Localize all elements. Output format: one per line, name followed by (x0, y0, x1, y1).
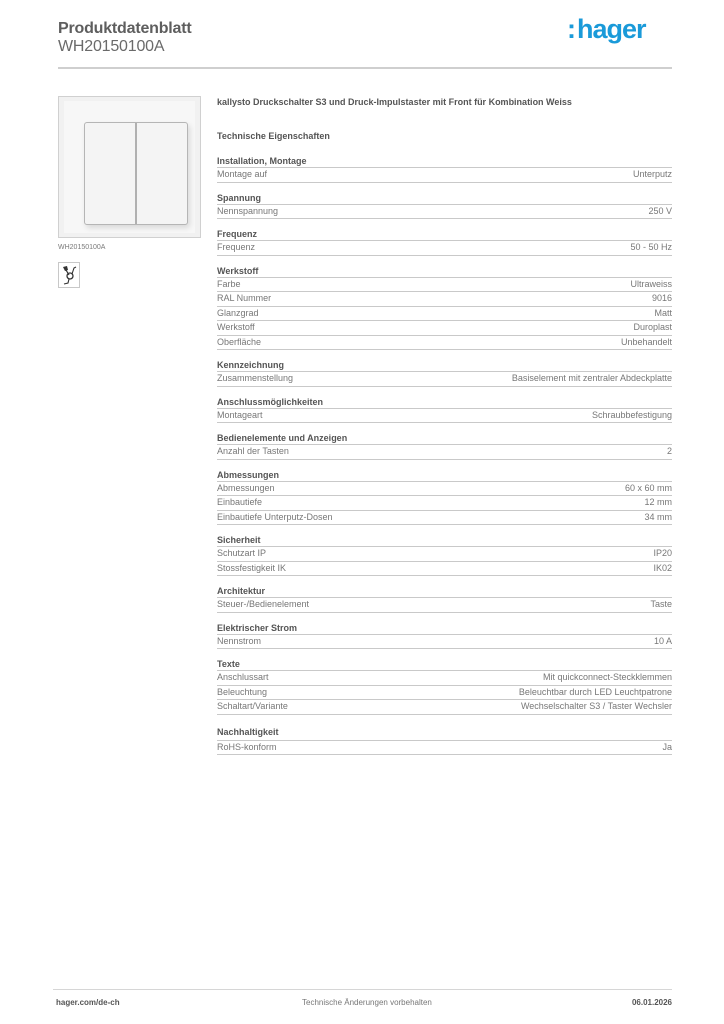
spec-row (217, 562, 672, 577)
article-number: WH20150100A (58, 38, 165, 55)
spec-row (217, 741, 672, 756)
logo-text: hager (577, 14, 646, 44)
spec-group-connection (217, 396, 672, 424)
spec-group-frequency (217, 228, 672, 256)
spec-table (217, 155, 672, 764)
spec-label: Frequenz (217, 242, 256, 252)
group-title: Installation, Montage (217, 155, 672, 168)
spec-group-sustainability (217, 724, 672, 756)
group-title: Elektrischer Strom (217, 622, 672, 635)
group-title: Texte (217, 658, 672, 671)
spec-row (217, 292, 672, 307)
spec-value: Unbehandelt (620, 336, 672, 347)
spec-label: Schaltart/Variante (217, 701, 288, 711)
spec-row (217, 686, 672, 701)
spec-value: IK02 (653, 562, 672, 573)
spec-value: Taste (650, 599, 672, 609)
double-rocker-switch (84, 122, 188, 225)
spec-label: Einbautiefe (217, 497, 263, 507)
spec-row (217, 307, 672, 322)
spec-row (217, 700, 672, 715)
spec-row (217, 205, 672, 220)
spec-label: Anschlussart (217, 672, 269, 682)
spec-value: Unterputz (632, 169, 672, 179)
spec-label: RoHS-konform (217, 741, 277, 752)
group-title: Sicherheit (217, 534, 672, 547)
spec-row (217, 635, 672, 650)
spec-group-current (217, 622, 672, 650)
spec-row (217, 598, 672, 613)
header-divider (58, 67, 672, 69)
spec-value: Matt (654, 307, 672, 318)
spec-label: Steuer-/Bedienelement (217, 599, 310, 609)
group-title: Anschlussmöglichkeiten (217, 396, 672, 409)
group-title: Werkstoff (217, 265, 672, 278)
spec-group-marking (217, 359, 672, 387)
spec-label: Montageart (217, 409, 263, 420)
cover-plate (64, 101, 195, 233)
spec-value: Mit quickconnect-Steckklemmen (542, 672, 672, 682)
product-description: kallysto Druckschalter S3 und Druck-Impulstaster mit Front für Kombination Weiss (217, 97, 572, 107)
spec-value: Wechselschalter S3 / Taster Wechsler (520, 701, 672, 711)
spec-value: 10 A (653, 635, 672, 646)
spec-group-safety (217, 534, 672, 576)
spec-value: 34 mm (644, 511, 672, 522)
spec-value: 50 - 50 Hz (630, 242, 672, 252)
wiring-connection-symbol-icon (58, 262, 80, 288)
hager-logo (567, 14, 646, 45)
spec-row (217, 241, 672, 256)
product-image (58, 96, 201, 238)
spec-value: 60 x 60 mm (624, 482, 672, 493)
footer-disclaimer: Technische Änderungen vorbehalten (302, 998, 432, 1007)
spec-label: Nennstrom (217, 635, 262, 646)
spec-group-material (217, 265, 672, 351)
group-title: Spannung (217, 192, 672, 205)
group-title: Nachhaltigkeit (217, 724, 672, 741)
spec-group-dimensions (217, 469, 672, 526)
logo-colon-mark: : (567, 14, 576, 44)
spec-label: Stossfestigkeit IK (217, 562, 287, 573)
footer-website: hager.com/de-ch (56, 998, 120, 1007)
spec-row (217, 409, 672, 424)
spec-group-voltage (217, 192, 672, 220)
spec-label: Einbautiefe Unterputz-Dosen (217, 511, 333, 522)
spec-label: Zusammenstellung (217, 373, 294, 383)
group-title: Kennzeichnung (217, 359, 672, 372)
spec-value: Basiselement mit zentraler Abdeckplatte (511, 373, 672, 383)
image-caption: WH20150100A (58, 244, 106, 251)
spec-value: Ultraweiss (630, 278, 672, 289)
spec-row (217, 321, 672, 336)
spec-row (217, 372, 672, 387)
spec-value: Ja (662, 741, 672, 752)
spec-value: 250 V (648, 205, 672, 216)
section-title-technical-properties: Technische Eigenschaften (217, 131, 330, 141)
spec-label: Beleuchtung (217, 686, 268, 697)
spec-label: Abmessungen (217, 482, 275, 493)
page-title: Produktdatenblatt (58, 20, 192, 37)
spec-label: Nennspannung (217, 205, 279, 216)
spec-row (217, 482, 672, 497)
spec-value: Schraubbefestigung (591, 409, 672, 420)
spec-row (217, 671, 672, 686)
spec-value: 12 mm (644, 497, 672, 507)
spec-row (217, 496, 672, 511)
spec-group-texts (217, 658, 672, 715)
spec-value: 9016 (651, 293, 672, 303)
footer-date: 06.01.2026 (631, 998, 672, 1007)
group-title: Frequenz (217, 228, 672, 241)
spec-label: Montage auf (217, 169, 268, 179)
spec-value: IP20 (653, 548, 672, 558)
spec-label: RAL Nummer (217, 293, 272, 303)
spec-row (217, 168, 672, 183)
group-title: Architektur (217, 585, 672, 598)
spec-row (217, 445, 672, 460)
spec-label: Werkstoff (217, 322, 255, 332)
spec-label: Glanzgrad (217, 307, 259, 318)
spec-row (217, 278, 672, 293)
group-title: Bedienelemente und Anzeigen (217, 432, 672, 445)
spec-label: Oberfläche (217, 336, 262, 347)
spec-row (217, 511, 672, 526)
spec-label: Schutzart IP (217, 548, 267, 558)
spec-row (217, 547, 672, 562)
spec-label: Farbe (217, 278, 241, 289)
spec-value: Beleuchtbar durch LED Leuchtpatrone (518, 686, 672, 697)
spec-group-controls (217, 432, 672, 460)
spec-group-installation (217, 155, 672, 183)
rocker-divider (135, 123, 137, 224)
footer-divider (53, 989, 672, 990)
spec-group-architecture (217, 585, 672, 613)
spec-value: 2 (666, 446, 672, 456)
group-title: Abmessungen (217, 469, 672, 482)
spec-value: Duroplast (633, 322, 672, 332)
spec-label: Anzahl der Tasten (217, 446, 289, 456)
spec-row (217, 336, 672, 351)
